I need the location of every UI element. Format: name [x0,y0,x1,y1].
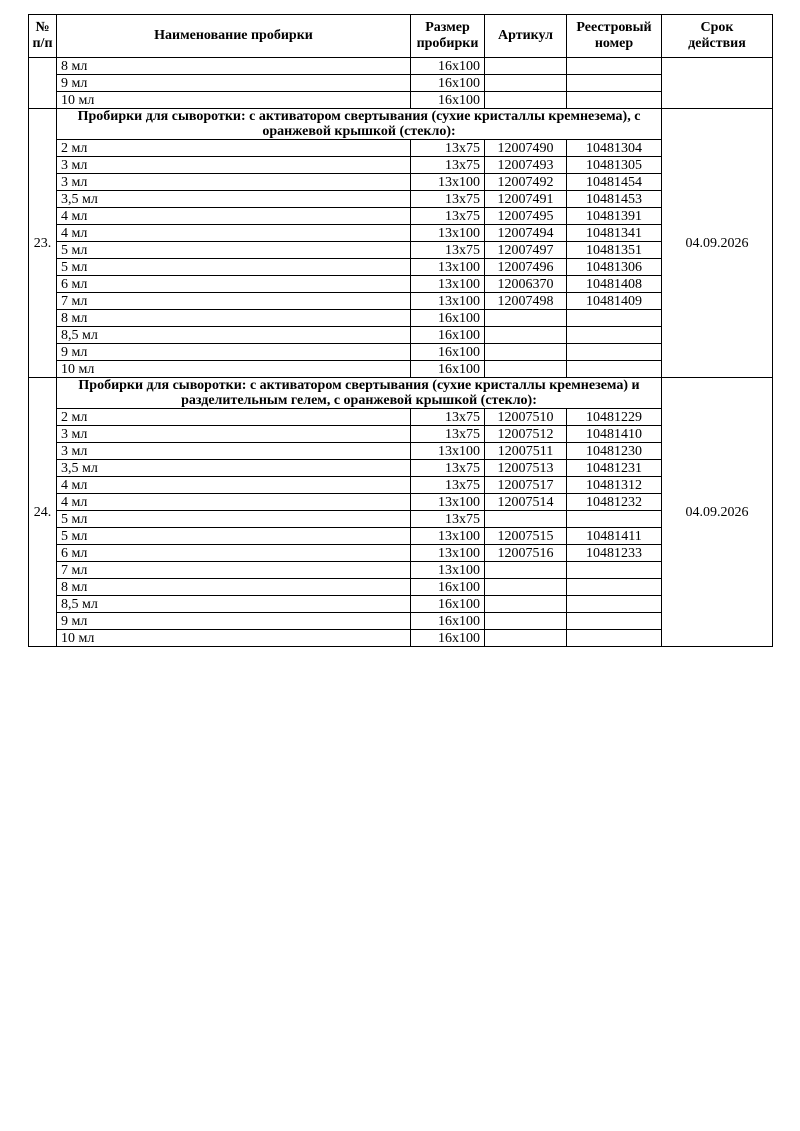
tube-registry-cell [567,562,662,579]
table-row [29,630,773,647]
header-article: Артикул [485,15,567,58]
table-header [29,15,773,58]
table-row [29,140,773,157]
table-row [29,191,773,208]
tube-registry-cell: 10481230 [567,443,662,460]
section-title: Пробирки для сыворотки: с активатором свертывания (сухие кристаллы кремнезема), с оранжевой крышкой (стекло): [57,109,662,140]
section-validity: 04.09.2026 [662,109,773,378]
table-row [29,174,773,191]
section-number [29,58,57,109]
tube-article-cell [485,596,567,613]
table-row [29,293,773,310]
tube-article-cell: 12007490 [485,140,567,157]
tube-size-cell: 13x100 [411,562,485,579]
table-row [29,157,773,174]
table-row [29,327,773,344]
tube-size-cell: 13x100 [411,276,485,293]
tube-size-cell: 16x100 [411,327,485,344]
tube-article-cell: 12007495 [485,208,567,225]
table-row [29,426,773,443]
tube-name-cell: 5 мл [57,528,411,545]
tube-name-cell: 3,5 мл [57,191,411,208]
tube-registry-cell [567,596,662,613]
tube-registry-cell: 10481409 [567,293,662,310]
tube-size-cell: 16x100 [411,361,485,378]
tube-registry-cell [567,58,662,75]
tube-name-cell: 5 мл [57,511,411,528]
tube-registry-cell: 10481305 [567,157,662,174]
tube-size-cell: 13x100 [411,259,485,276]
section-number: 24. [29,378,57,647]
tubes-table [28,14,773,647]
tube-name-cell: 3,5 мл [57,460,411,477]
tube-article-cell: 12007497 [485,242,567,259]
section-number: 23. [29,109,57,378]
table-body [29,58,773,647]
tube-registry-cell [567,310,662,327]
tube-size-cell: 13x100 [411,494,485,511]
tube-name-cell: 10 мл [57,630,411,647]
table-row [29,443,773,460]
tube-article-cell: 12007494 [485,225,567,242]
table-row [29,613,773,630]
tube-name-cell: 7 мл [57,293,411,310]
tube-name-cell: 6 мл [57,276,411,293]
tube-size-cell: 13x75 [411,477,485,494]
tube-size-cell: 13x100 [411,174,485,191]
tube-registry-cell: 10481453 [567,191,662,208]
table-row [29,477,773,494]
tube-size-cell: 13x75 [411,511,485,528]
tube-name-cell: 10 мл [57,361,411,378]
tube-size-cell: 13x75 [411,460,485,477]
tube-registry-cell [567,344,662,361]
tube-article-cell: 12007513 [485,460,567,477]
tube-size-cell: 13x75 [411,140,485,157]
tube-name-cell: 9 мл [57,75,411,92]
tube-article-cell [485,344,567,361]
header-validity: Срок действия [662,15,773,58]
tube-name-cell: 3 мл [57,157,411,174]
section-title-row [29,109,773,140]
header-size: Размер пробирки [411,15,485,58]
tube-registry-cell: 10481312 [567,477,662,494]
tube-registry-cell: 10481411 [567,528,662,545]
tube-article-cell [485,327,567,344]
tube-registry-cell: 10481391 [567,208,662,225]
table-row [29,511,773,528]
tube-name-cell: 4 мл [57,225,411,242]
section-validity [662,58,773,109]
tube-name-cell: 2 мл [57,409,411,426]
tube-registry-cell [567,327,662,344]
tube-registry-cell [567,92,662,109]
tube-registry-cell [567,613,662,630]
tube-registry-cell: 10481304 [567,140,662,157]
tube-article-cell: 12007491 [485,191,567,208]
tube-name-cell: 9 мл [57,344,411,361]
table-row [29,242,773,259]
tube-article-cell [485,92,567,109]
tube-article-cell: 12007498 [485,293,567,310]
table-row [29,58,773,75]
tube-name-cell: 4 мл [57,208,411,225]
tube-size-cell: 13x100 [411,293,485,310]
table-row [29,225,773,242]
header-number: № п/п [29,15,57,58]
tube-name-cell: 8,5 мл [57,596,411,613]
table-row [29,579,773,596]
table-row [29,361,773,378]
tube-name-cell: 8 мл [57,579,411,596]
tube-registry-cell: 10481408 [567,276,662,293]
table-row [29,528,773,545]
tube-article-cell: 12007516 [485,545,567,562]
tube-article-cell: 12006370 [485,276,567,293]
table-row [29,310,773,327]
tube-name-cell: 3 мл [57,443,411,460]
tube-name-cell: 4 мл [57,494,411,511]
tube-name-cell: 3 мл [57,426,411,443]
tube-size-cell: 13x75 [411,409,485,426]
tube-registry-cell [567,630,662,647]
tube-size-cell: 13x75 [411,191,485,208]
section-title: Пробирки для сыворотки: с активатором свертывания (сухие кристаллы кремнезема) и разделительным гелем, с оранжевой крышкой (стекло): [57,378,662,409]
tube-size-cell: 16x100 [411,92,485,109]
table-row [29,596,773,613]
table-row [29,344,773,361]
tube-name-cell: 3 мл [57,174,411,191]
tube-name-cell: 5 мл [57,242,411,259]
tube-size-cell: 16x100 [411,579,485,596]
tube-size-cell: 13x75 [411,208,485,225]
tube-article-cell: 12007515 [485,528,567,545]
tube-registry-cell [567,511,662,528]
table-row [29,409,773,426]
tube-name-cell: 4 мл [57,477,411,494]
tube-size-cell: 16x100 [411,344,485,361]
tube-size-cell: 16x100 [411,58,485,75]
tube-article-cell [485,630,567,647]
tube-size-cell: 13x100 [411,545,485,562]
tube-name-cell: 10 мл [57,92,411,109]
tube-size-cell: 13x100 [411,225,485,242]
tube-registry-cell [567,361,662,378]
tube-size-cell: 16x100 [411,613,485,630]
tube-size-cell: 16x100 [411,630,485,647]
tube-registry-cell: 10481232 [567,494,662,511]
header-row [29,15,773,58]
tube-name-cell: 8 мл [57,58,411,75]
tube-article-cell [485,613,567,630]
tube-name-cell: 9 мл [57,613,411,630]
tube-article-cell [485,75,567,92]
tube-article-cell [485,58,567,75]
tube-article-cell [485,361,567,378]
tube-registry-cell: 10481233 [567,545,662,562]
tube-registry-cell: 10481351 [567,242,662,259]
tube-registry-cell: 10481306 [567,259,662,276]
table-row [29,208,773,225]
tube-name-cell: 8,5 мл [57,327,411,344]
tube-name-cell: 2 мл [57,140,411,157]
table-row [29,494,773,511]
tube-name-cell: 5 мл [57,259,411,276]
table-row [29,92,773,109]
tube-name-cell: 7 мл [57,562,411,579]
tube-size-cell: 13x75 [411,157,485,174]
tube-size-cell: 13x75 [411,242,485,259]
tube-registry-cell: 10481231 [567,460,662,477]
tube-registry-cell: 10481229 [567,409,662,426]
table-row [29,276,773,293]
tube-article-cell: 12007496 [485,259,567,276]
tube-size-cell: 13x100 [411,443,485,460]
tube-article-cell: 12007493 [485,157,567,174]
header-name: Наименование пробирки [57,15,411,58]
tube-size-cell: 16x100 [411,310,485,327]
tube-article-cell [485,310,567,327]
table-row [29,460,773,477]
section-validity: 04.09.2026 [662,378,773,647]
tube-article-cell: 12007492 [485,174,567,191]
tube-size-cell: 16x100 [411,596,485,613]
tube-article-cell: 12007510 [485,409,567,426]
table-row [29,562,773,579]
tube-article-cell [485,511,567,528]
tube-article-cell: 12007517 [485,477,567,494]
table-row [29,545,773,562]
tube-size-cell: 13x100 [411,528,485,545]
tube-registry-cell: 10481454 [567,174,662,191]
tube-name-cell: 6 мл [57,545,411,562]
tube-article-cell [485,579,567,596]
section-title-row [29,378,773,409]
tube-registry-cell [567,579,662,596]
table-row [29,259,773,276]
tube-article-cell: 12007512 [485,426,567,443]
tube-article-cell [485,562,567,579]
tube-name-cell: 8 мл [57,310,411,327]
tube-size-cell: 16x100 [411,75,485,92]
tube-article-cell: 12007514 [485,494,567,511]
table-row [29,75,773,92]
tube-size-cell: 13x75 [411,426,485,443]
tube-article-cell: 12007511 [485,443,567,460]
tube-registry-cell: 10481410 [567,426,662,443]
header-registry: Реестровый номер [567,15,662,58]
tube-registry-cell: 10481341 [567,225,662,242]
tube-registry-cell [567,75,662,92]
